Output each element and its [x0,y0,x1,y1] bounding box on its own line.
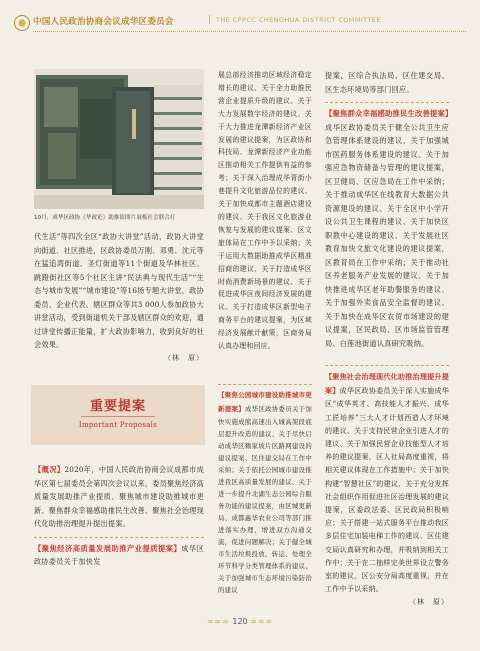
important-proposals-banner [31,385,205,445]
sec2-text: 成华区政协委员关于加快实施成熊高速出入城高架段底层提升改造的建议、关于尽快启动成华区赖家坡片区路网建设的建议提案、区住建交局在工作中采纳；关于依托公园城市建设推进我区高质量发展的建议、关于进一步提升北湖生态公园综合服务功能的建议提案，由区城更新局、成都鑫华农业公司等部门推进落实办理，增进双方沟通交流，促进问题解决；关于健全城市生活垃圾投放、转运、处理全环节科学分类管理体系的建议、关于加强城市生态环境污染防治的建议 [218,404,312,594]
column-1-lower [34,463,204,569]
book-stack-photo [34,69,204,209]
sec1-title: 【聚焦经济高质量发展助推产业提质提案】 [34,543,182,553]
section-divider [34,537,204,538]
column-3 [325,69,453,350]
page-header [0,0,480,40]
column-2-narrow [218,69,312,353]
sec4-text: 成华区政协委员关于深入实施成华区“成华英才、高技能人才振兴、成华工匠培养”三大人才计划西造人才环境的建议、关于支持民营企业引进人才的建议、关于加强民营企业技能型人才培养的建议提案，区人社局高度重视，将相关建议体现在工作措施中；关于加快构建“智慧社区”的建议、关于充分发挥社会组织作用促进社区治理发展的建议提案，区委政法委、区民政局积极响应；关于搭建一站式服务平台推动我区多层住宅加装电梯工作的建议、区住建交局认真研究和办理，并吸纳到相关工作中；关于在二抽样完美世界设立警务室的建议，区公安分局高度重视，并在工作中予以采纳。 [325,387,449,594]
body-paragraph: 代生活”等四次全区“政协大讲堂”活动，政协大讲堂向街道、社区推进，区政协委员万刚、邓勇、沈元等在猛追湾街道、圣灯街道等11个街道及华林社区、跳蹬街社区等5个社区主讲“民法典与现代生活”“生态与城市发展”“城市建设”等16场专题大讲堂，政协委员、企业代表、辖区群众等共3 000人参加政协大讲堂活动，受到街道机关干部及辖区群众的欢迎，通过讲堂传播正能量，扩大政协影响力，收到良好的社会效果。 [34,232,204,349]
photo-caption: 10月，成华区政协《华政论》助推街图片展板社会联合打 [34,215,176,221]
section-divider [325,102,449,103]
sec1-text-start: 成华区政协委员关于加快发 [34,543,204,566]
page-number-dots-right: ∞∞∞ [250,617,274,626]
page-number-value: 120 [232,617,248,626]
author-signature-end: （林 原） [409,598,449,607]
sec1-text-cont: 展总部经济推动区域经济稳定增长的建议、关于全力助推民营企业提质升级的建议、关于大力发展数字经济的建议、关于大力推进龙潭新经济产业区发展的建议提案，为区政协和科技局、龙潭新经济产业功能区推动相关工作提供有益的参考；关于深入治理成华背街小巷提升文化旅游品位的建议、关于加快成都市主题酒店建设的建议、关于我区文化旅游业恢复与发展的建议提案、区文旅体局在工作中予以采纳；关于运用大数据助推成华区精准招商的建议、关于打造成华区时尚消费新场景的建议、关于促进成华区夜间经济发展的建议、关于打造成华区新型电子商务平台的建议提案，为区域经济发展献计献策，区商务局认真办理和回应。 [218,71,312,351]
column-1 [34,230,204,365]
author-signature: （林 原） [164,353,204,362]
heading-rule [81,416,155,417]
overview-paragraph [34,463,204,531]
sec3-title: 【聚焦群众幸福感助推民生改善提案】 [325,109,453,118]
header-title: 中国人民政治协商会议成华区委员会 [33,17,174,27]
sec1-text-continued [218,69,312,353]
header-dotted-rule [33,31,466,32]
sec4-title: 【聚焦社会治理现代化助推治理提升提案】 [325,372,449,396]
overview-label: 【概况】 [34,465,65,474]
sec3-paragraph [325,107,453,350]
section-heading-english: Important Proposals [78,421,158,429]
page-number-dots-left: ∞∞∞ [206,617,230,626]
overview-text: 2020年，中国人民政治协商会议成都市成华区第七届委员会第四次会议以来，委员聚焦经济高质量发展助推产业提质、聚焦城市建设助推城市更新、聚焦群众幸福感助推民生改善、聚焦社会治理现代化助推治理提升提出提案。 [34,465,204,528]
page-number [0,617,480,626]
header-separator: | [208,15,211,25]
section-heading: 重要提案 [89,399,146,414]
sec2-title: 【聚焦公园城市建设助推城市更新提案】 [218,391,312,413]
sec1-paragraph [34,542,204,569]
column-3-top-text: 提案，区综合执法局、区住建交局、区生态环境局等部门回应。 [325,71,449,94]
header-english-title: THE CPPCC CHENGHUA DISTRICT COMMITTEE [216,16,381,24]
sec3-text: 成华区政协委员关于健全公共卫生应急管理体系建设的建议、关于加强城市医药服务体系建设的建议、关于加强应急物资储备与管理的建议提案，区卫健局、区应急局在工作中采纳；关于推动成华区在线教育大数据公共资源建设的建议、关于全区中小学开设公共卫生课程的建议、关于加快区职教中心建设的建议、关于发展社区教育加快文旅文化建设的建议提案，区教育局在工作中采纳；关于推动社区养老服务产业发展的建议、关于加快推进成华区老年助餐服务的建议、关于加强外卖食品安全监督的建议、关于加快在成华区农贸市场建设的建议提案，区民政局、区市场监管管理局、白莲池街道认真研究吸纳。 [325,122,449,348]
cppcc-emblem-icon [14,15,30,31]
